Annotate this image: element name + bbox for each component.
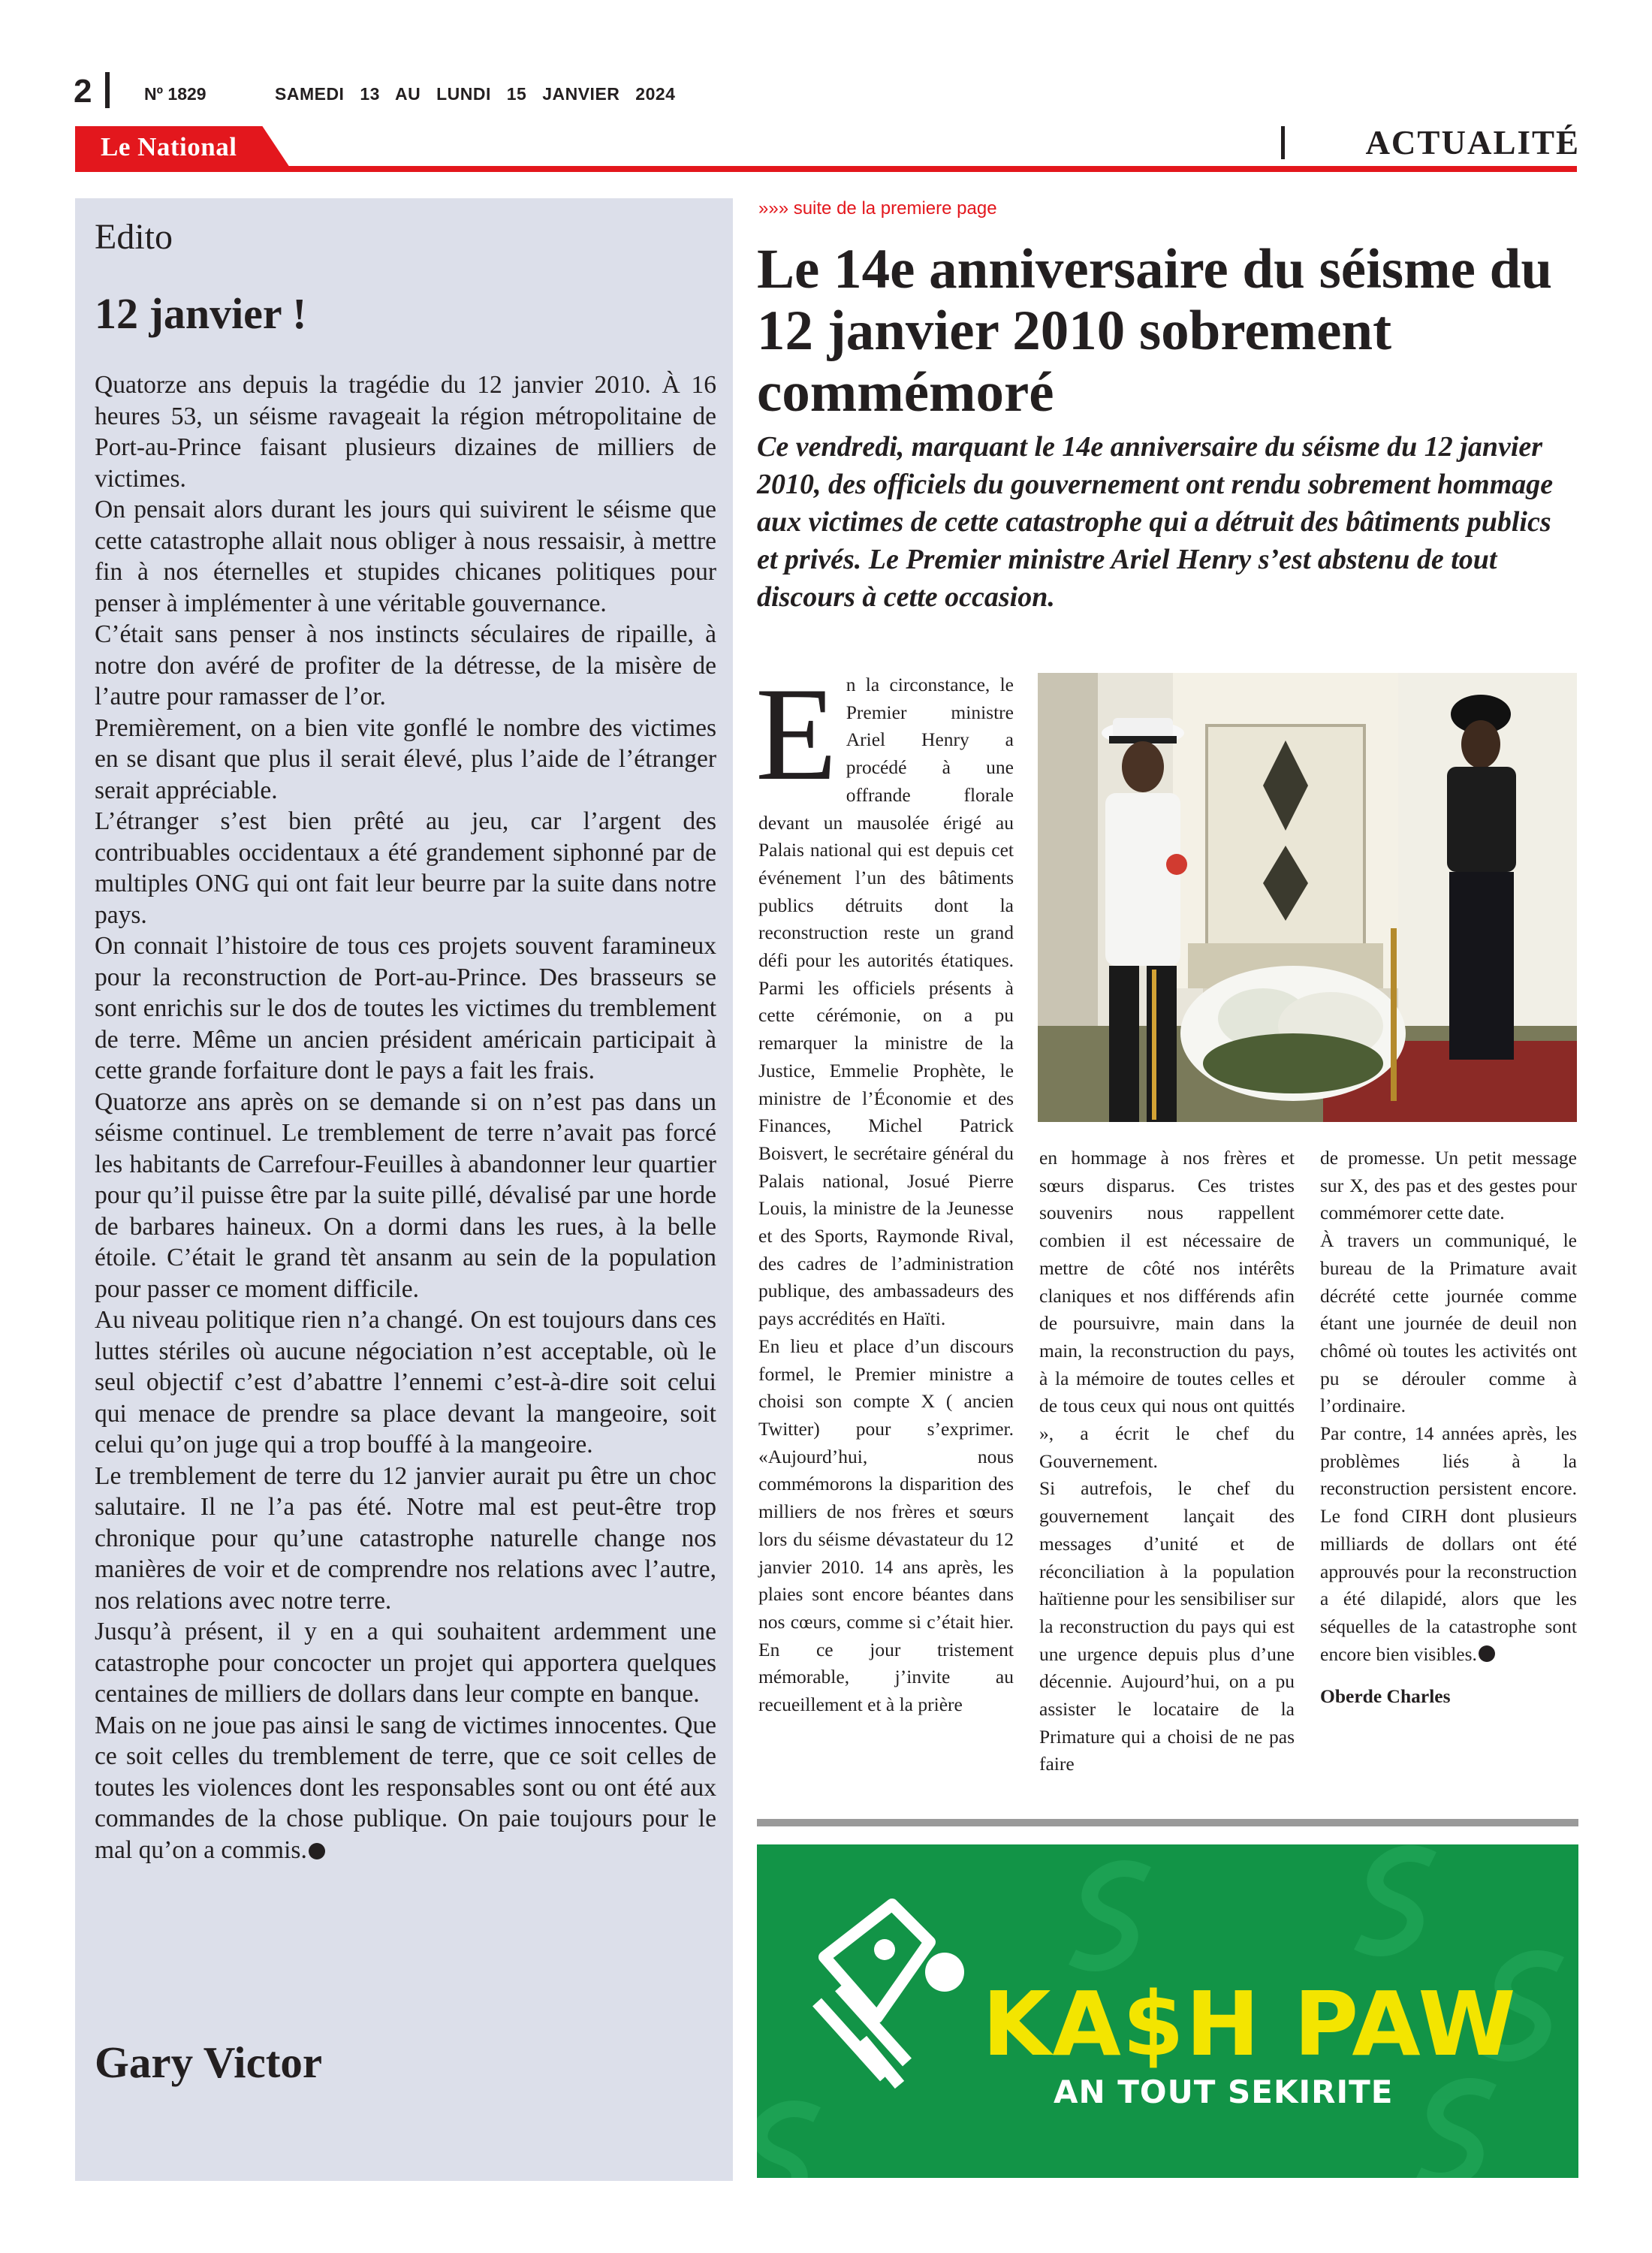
kash-paw-advertisement[interactable] <box>757 1844 1578 2178</box>
editorial-paragraph: Jusqu’à présent, il y en a qui souhaitent ardemment une catastrophe pour concocter un projet qui apportera quelques centaines de milliers de dollars dans leur compte en banque. <box>95 1618 716 1708</box>
newspaper-brand: Le National <box>101 132 237 161</box>
article-paragraph: en hommage à nos frères et sœurs disparus. Ces tristes souvenirs nous rappellent combien il est nécessaire de mettre de côté nos intérêts claniques et nos différends afin de poursuivre, main dans la main, la reconstruction du pays, à la mémoire de toutes celles et de tous ceux qui nous ont quittés », a écrit le chef du Gouvernement. <box>1039 1147 1295 1472</box>
section-divider <box>1281 126 1285 159</box>
article-paragraph: À travers un communiqué, le bureau de la Primature avait décrété cette journée comme étant une journée de deuil non chômé où toutes les activités ont pu se dérouler comme à l’ordinaire. <box>1320 1229 1577 1417</box>
issue-date: SAMEDI 13 AU LUNDI 15 JANVIER 2024 <box>275 84 676 104</box>
article-paragraph: Si autrefois, le chef du gouvernement lançait des messages d’unité et de réconciliation à la population haïtienne pour les sensibiliser sur la reconstruction du pays qui est une urgence depuis plus d’une décennie. Aujourd’hui, on a pu assister le locataire de la Primature qui a choisi de ne pas faire <box>1039 1477 1295 1775</box>
kash-paw-logo-icon <box>794 1890 990 2115</box>
editorial-paragraph: Premièrement, on a bien vite gonflé le nombre des victimes en se disant que plus il serait élevé, plus l’aide de l’étranger serait appréciable. <box>95 713 716 804</box>
editorial-paragraph: Quatorze ans après on se demande si on n’est pas dans un séisme continuel. Le tremblement de terre n’avait pas forcé les habitants de Carrefour-Feuilles à abandonner leur quartier pour qu’il puisse être par la suite pillé, dévalisé par une horde de barbares haineux. On a dormi dans les rues, à la belle étoile. C’était le grand tèt ansanm au sein de la population pour passer ce moment difficile. <box>95 1087 716 1303</box>
article-column-3 <box>1320 1145 1577 1711</box>
article-paragraph: de promesse. Un petit message sur X, des pas et des gestes pour commémorer cette date. <box>1320 1147 1577 1224</box>
continued-kicker: »»» suite de la premiere page <box>758 198 997 219</box>
ceremony-photo <box>1038 673 1577 1122</box>
article-column-1 <box>755 659 1014 1719</box>
editorial-paragraph: L’étranger s’est bien prêté au jeu, car l’argent des contribuables occidentaux a été grandement siphonné par de multiples ONG qui ont fait leur beurre par la suite dans notre pays. <box>95 807 716 929</box>
editorial-paragraph: On connait l’histoire de tous ces projets souvent faramineux pour la reconstruction de Port-au-Prince. Des brasseurs se sont enrichis sur le dos de toutes les victimes du tremblement de terre. Même un ancien président américain participait à cette grande forfaiture dont le pays a fait les frais. <box>95 932 716 1084</box>
issue-number: Nº 1829 <box>144 84 206 104</box>
section-label: ACTUALITÉ <box>1365 124 1580 161</box>
end-mark-icon <box>309 1843 325 1859</box>
article-paragraph: En lieu et place d’un discours formel, le Premier ministre a choisi son compte X ( ancien Twitter) pour s’exprimer. «Aujourd’hui, nous commémorons la disparition des milliers de nos frères et sœurs lors du séisme dévastateur du 12 janvier 2010. 14 ans après, les plaies sont encore béantes dans nos cœurs, comme si c’était hier. En ce jour tristement mémorable, j’invite au recueillement et à la prière <box>758 1335 1014 1716</box>
editorial-paragraph: On pensait alors durant les jours qui suivirent le séisme que cette catastrophe allait nous obliger à nous ressaisir, à mettre fin à nos éternelles et stupides chicanes politiques pour penser à implémenter à une véritable gouvernance. <box>95 496 716 617</box>
article-author: Oberde Charles <box>1320 1685 1451 1708</box>
end-mark-icon <box>1479 1645 1495 1662</box>
editorial-paragraph: Quatorze ans depuis la tragédie du 12 janvier 2010. À 16 heures 53, un séisme ravageait la région métropolitaine de Port-au-Prince faisant plusieurs dizaines de milliers de victimes. <box>95 371 716 493</box>
article-paragraph <box>1320 1420 1577 1668</box>
editorial-paragraph: Le tremblement de terre du 12 janvier aurait pu être un choc salutaire. Il ne l’a pas été. Notre mal est peut-être trop chronique pour qu’une catastrophe naturelle change nos manières de voir et de comprendre nos relations avec l’autre, nos relations avec notre terre. <box>95 1461 716 1615</box>
ad-tagline: AN TOUT SEKIRITE <box>1054 2074 1394 2110</box>
editorial-paragraph: Au niveau politique rien n’a changé. On est toujours dans ces luttes stériles où aucune négociation n’est acceptable, où le seul objectif c’est d’abattre l’ennemi c’est-à-dire soit celui qui menace de prendre sa place devant la mangeoire, soit celui qu’on juge qui a trop bouffé à la mangeoire. <box>95 1306 716 1458</box>
editorial-paragraph-text: Mais on ne joue pas ainsi le sang de victimes innocentes. Que ce soit celles du tremblement de terre, que ce soit celles de toutes les violences dont les responsables sont ou ont été aux commandes de la chose publique. On paie toujours pour le mal qu’on a commis. <box>95 1711 716 1864</box>
article-lede: Ce vendredi, marquant le 14e anniversaire du séisme du 12 janvier 2010, des officiels du gouvernement ont rendu sobrement hommage aux victimes de cette catastrophe qui a détruit des bâtiments publics et privés. Le Premier ministre Ariel Henry s’est abstenu de tout discours à cette occasion. <box>757 431 1554 613</box>
editorial-paragraph <box>95 1710 716 1866</box>
article-paragraph <box>755 659 1014 1333</box>
drop-cap: E <box>755 659 837 808</box>
article-paragraph-text: n la circonstance, le Premier ministre Ariel Henry a procédé à une offrande florale devant un mausolée érigé au Palais national qui est depuis cet événement l’un des bâtiments publics détruits dont la reconstruction reste un grand défi pour les autorités étatiques. Parmi les officiels présents à cette cérémonie, on a pu remarquer la ministre de la Justice, Emmelie Prophète, le ministre de l’Économie et des Finances, Michel Patrick Boisvert, le secrétaire général du Palais national, Josué Pierre Louis, la ministre de la Jeunesse et des Sports, Raymonde Rival, des cadres de l’administration publique, des ambassadeurs des pays accrédités en Haïti. <box>758 674 1014 1330</box>
article-paragraph-text: Par contre, 14 années après, les problèmes liés à la reconstruction persistent encore. Le fond CIRH dont plusieurs milliards de dollars ont été approuvés pour la reconstruction a été dilapidé, alors que les séquelles de la catastrophe sont encore bien visibles. <box>1320 1422 1577 1665</box>
editorial-kicker: Edito <box>95 217 173 257</box>
section-separator <box>757 1819 1578 1826</box>
page-number-divider <box>105 72 110 108</box>
ad-brand-name: KA$H PAW <box>982 1972 1518 2076</box>
article-column-2 <box>1039 1145 1295 1778</box>
editorial-paragraph: C’était sans penser à nos instincts séculaires de ripaille, à notre don avéré de profiter de la détresse, de la misère de l’autre pour ramasser de l’or. <box>95 620 716 710</box>
header-rule <box>75 166 1577 172</box>
editorial-author: Gary Victor <box>95 2037 323 2087</box>
page-number: 2 <box>74 73 92 110</box>
article-headline: Le 14e anniversaire du séisme du 12 janvier 2010 sobrement commémoré <box>757 238 1553 424</box>
editorial-title: 12 janvier ! <box>95 289 307 338</box>
editorial-body <box>95 369 716 1865</box>
